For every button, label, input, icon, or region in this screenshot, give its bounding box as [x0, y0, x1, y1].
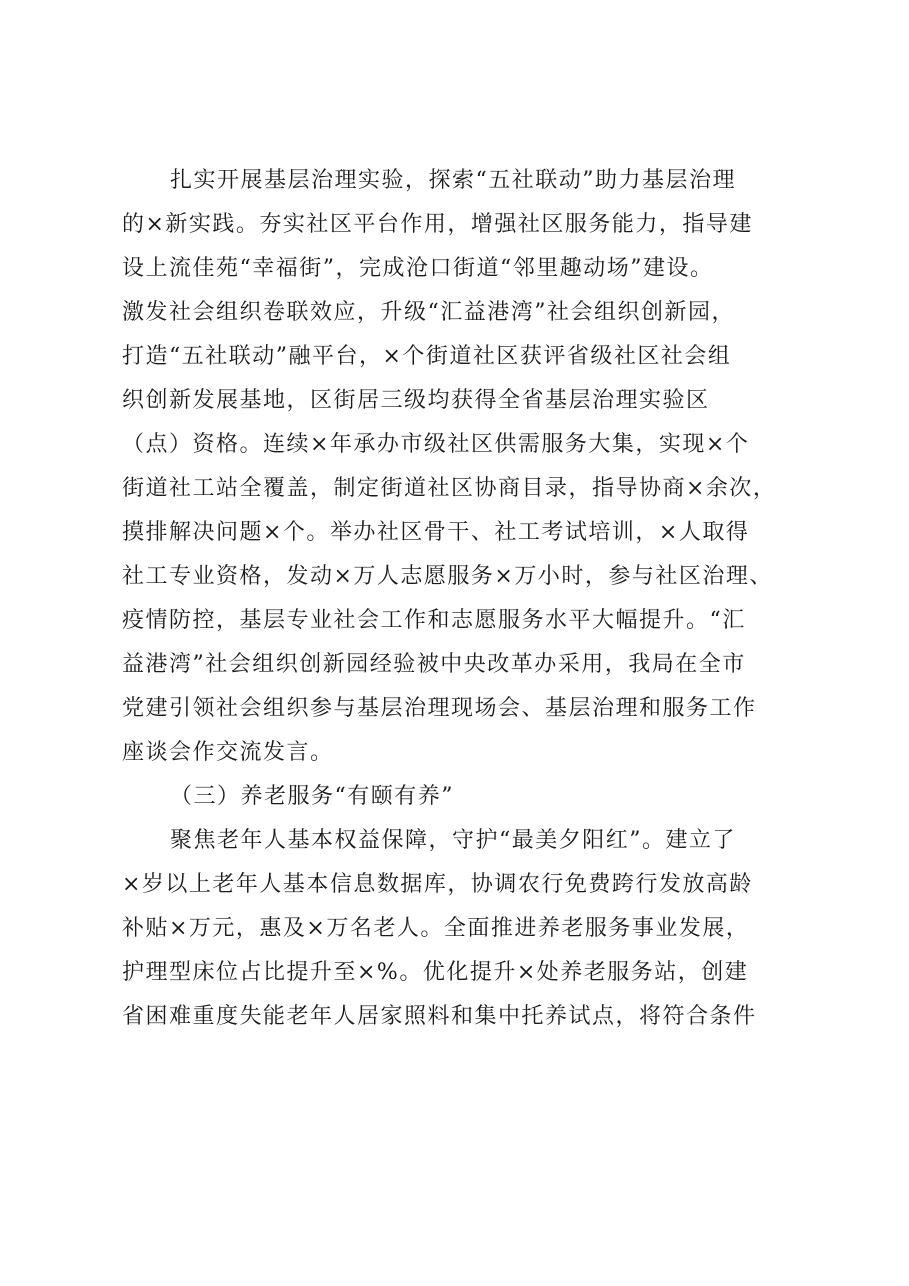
text-line: 疫情防控，基层专业社会工作和志愿服务水平大幅提升。“汇 — [122, 608, 746, 633]
text-line: 的×新实践。夯实社区平台作用，增强社区服务能力，指导建 — [122, 212, 753, 237]
text-line: 省困难重度失能老年人居家照料和集中托养试点，将符合条件 — [122, 1004, 757, 1029]
text-line: 摸排解决问题×个。举办社区骨干、社工考试培训，×人取得 — [122, 520, 750, 545]
text-line: 扎实开展基层治理实验，探索“五社联动”助力基层治理 — [170, 168, 736, 193]
text-line: 设上流佳苑“幸福街”，完成沧口街道“邻里趣动场”建设。 — [122, 256, 714, 281]
text-line: 补贴×万元，惠及×万名老人。全面推进养老服务事业发展， — [122, 916, 750, 941]
text-line: 座谈会作交流发言。 — [122, 740, 334, 765]
text-line: 织创新发展基地，区街居三级均获得全省基层治理实验区 — [122, 388, 710, 413]
text-line: ×岁以上老年人基本信息数据库，协调农行免费跨行发放高龄 — [122, 872, 753, 897]
text-line: 街道社工站全覆盖，制定街道社区协商目录，指导协商×余次， — [122, 476, 777, 501]
text-line: 打造“五社联动”融平台，×个街道社区获评省级社区社会组 — [122, 344, 732, 369]
text-line: （点）资格。连续×年承办市级社区供需服务大集，实现×个 — [122, 432, 750, 457]
text-line: 党建引领社会组织参与基层治理现场会、基层治理和服务工作 — [122, 696, 757, 721]
text-line: 益港湾”社会组织创新园经验被中央改革办采用，我局在全市 — [122, 652, 746, 677]
text-line: 社工专业资格，发动×万人志愿服务×万小时，参与社区治理、 — [122, 564, 773, 589]
text-line: 聚焦老年人基本权益保障，守护“最美夕阳红”。建立了 — [170, 828, 736, 853]
text-line: 护理型床位占比提升至×%。优化提升×处养老服务站，创建 — [122, 960, 749, 985]
text-line: 激发社会组织卷联效应，升级“汇益港湾”社会组织创新园， — [122, 300, 735, 325]
section-heading: （三）养老服务“有颐有养” — [170, 784, 454, 809]
